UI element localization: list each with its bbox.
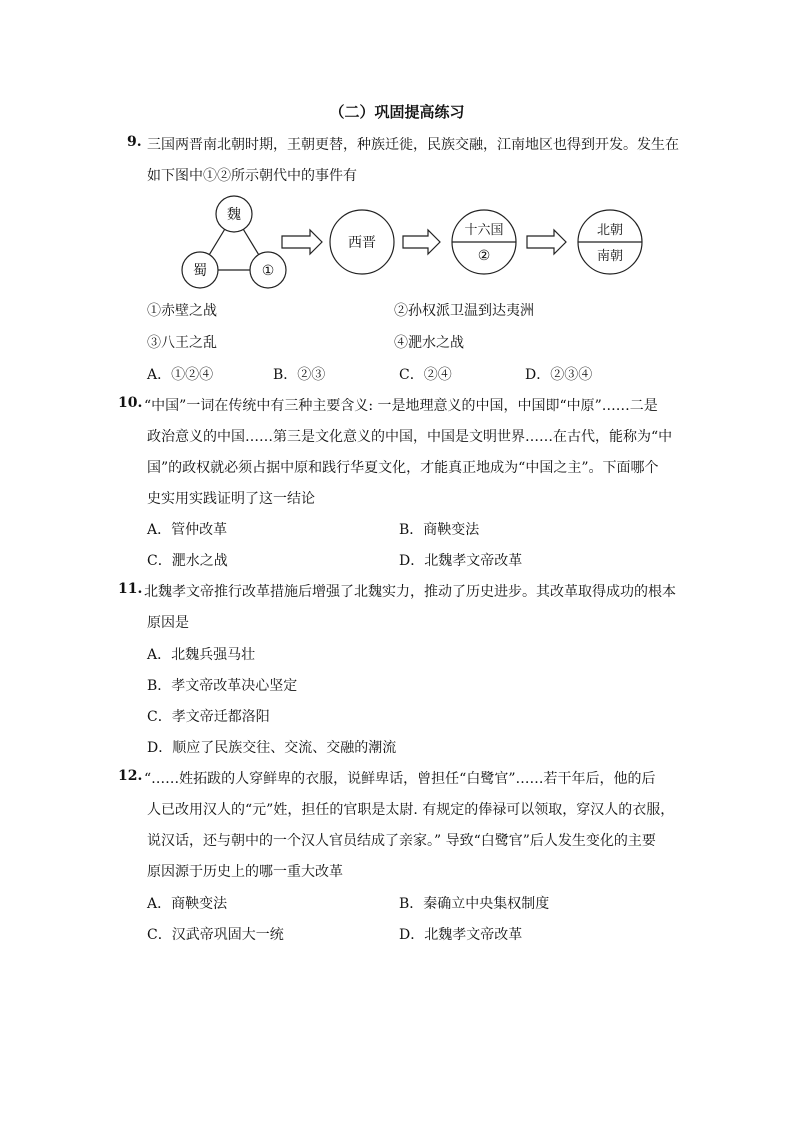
label-shu: 蜀: [193, 263, 207, 279]
label-circle-1: ①: [261, 263, 275, 279]
q9-option-d[interactable]: D．②③④: [525, 367, 593, 383]
q10-option-b[interactable]: B．商鞅变法: [399, 522, 480, 538]
label-xijin: 西晋: [348, 235, 376, 251]
label-circle-2: ②: [477, 248, 491, 264]
question-9-number: 9.: [127, 134, 142, 150]
q11-option-b[interactable]: B．孝文帝改革决心坚定: [147, 678, 298, 694]
label-beichao: 北朝: [596, 223, 624, 238]
question-10-stem-line-3: 国”的政权就必须占据中原和践行华夏文化，才能真正地成为“中国之主”。下面哪个: [147, 460, 659, 476]
q9-item-2: ②孙权派卫温到达夷洲: [394, 303, 534, 319]
question-12-stem-line-1: “……姓拓跋的人穿鲜卑的衣服，说鲜卑话，曾担任“白鹭官”……若干年后，他的后: [144, 771, 656, 787]
question-10-number: 10.: [118, 395, 143, 411]
q11-option-d[interactable]: D．顺应了民族交往、交流、交融的潮流: [147, 740, 397, 756]
question-10-stem-line-2: 政治意义的中国……第三是文化意义的中国，中国是文明世界……在古代，能称为“中: [147, 429, 673, 445]
q10-option-c[interactable]: C．淝水之战: [147, 553, 228, 569]
question-9-stem-line-2: 如下图中①②所示朝代中的事件有: [147, 168, 357, 184]
question-12-stem-line-4: 原因源于历史上的哪一重大改革: [147, 864, 343, 880]
dynasty-diagram: [170, 190, 650, 296]
q9-item-1: ①赤壁之战: [147, 303, 217, 319]
q11-option-a[interactable]: A．北魏兵强马壮: [147, 647, 256, 663]
question-10-stem-line-1: “中国”一词在传统中有三种主要含义: 一是地理意义的中国，中国即“中原”……二是: [144, 398, 658, 414]
q10-option-a[interactable]: A．管仲改革: [147, 522, 228, 538]
question-10-stem-line-4: 史实用实践证明了这一结论: [147, 491, 315, 507]
question-11-stem-line-2: 原因是: [147, 615, 189, 631]
q12-option-c[interactable]: C．汉武帝巩固大一统: [147, 927, 284, 943]
arrow-icon: [527, 230, 566, 254]
section-title: （二）巩固提高练习: [329, 103, 465, 121]
q12-option-a[interactable]: A．商鞅变法: [147, 896, 228, 912]
label-wei: 魏: [227, 207, 241, 223]
question-12-stem-line-2: 人已改用汉人的“元”姓，担任的官职是太尉. 有规定的俸禄可以领取，穿汉人的衣服，: [147, 802, 675, 818]
q10-option-d[interactable]: D．北魏孝文帝改革: [399, 553, 523, 569]
arrow-icon: [403, 230, 440, 254]
q12-option-d[interactable]: D．北魏孝文帝改革: [399, 927, 523, 943]
q9-item-3: ③八王之乱: [147, 335, 217, 351]
arrow-icon: [282, 230, 322, 254]
question-11-stem-line-1: 北魏孝文帝推行改革措施后增强了北魏实力，推动了历史进步。其改革取得成功的根本: [144, 584, 676, 600]
q9-option-a[interactable]: A．①②④: [147, 367, 214, 383]
question-12-stem-line-3: 说汉话，还与朝中的一个汉人官员结成了亲家。” 导致“白鹭官”后人发生变化的主要: [147, 833, 656, 849]
q9-option-b[interactable]: B．②③: [273, 367, 326, 383]
question-11-number: 11.: [118, 581, 143, 597]
label-nanchao: 南朝: [596, 249, 624, 264]
q12-option-b[interactable]: B．秦确立中央集权制度: [399, 896, 550, 912]
question-12-number: 12.: [118, 768, 143, 784]
q11-option-c[interactable]: C．孝文帝迁都洛阳: [147, 709, 270, 725]
question-9-stem-line-1: 三国两晋南北朝时期，王朝更替，种族迁徙，民族交融，江南地区也得到开发。发生在: [147, 137, 679, 153]
q9-option-c[interactable]: C．②④: [399, 367, 452, 383]
label-shiliuguo: 十六国: [464, 223, 504, 238]
q9-item-4: ④淝水之战: [394, 335, 464, 351]
